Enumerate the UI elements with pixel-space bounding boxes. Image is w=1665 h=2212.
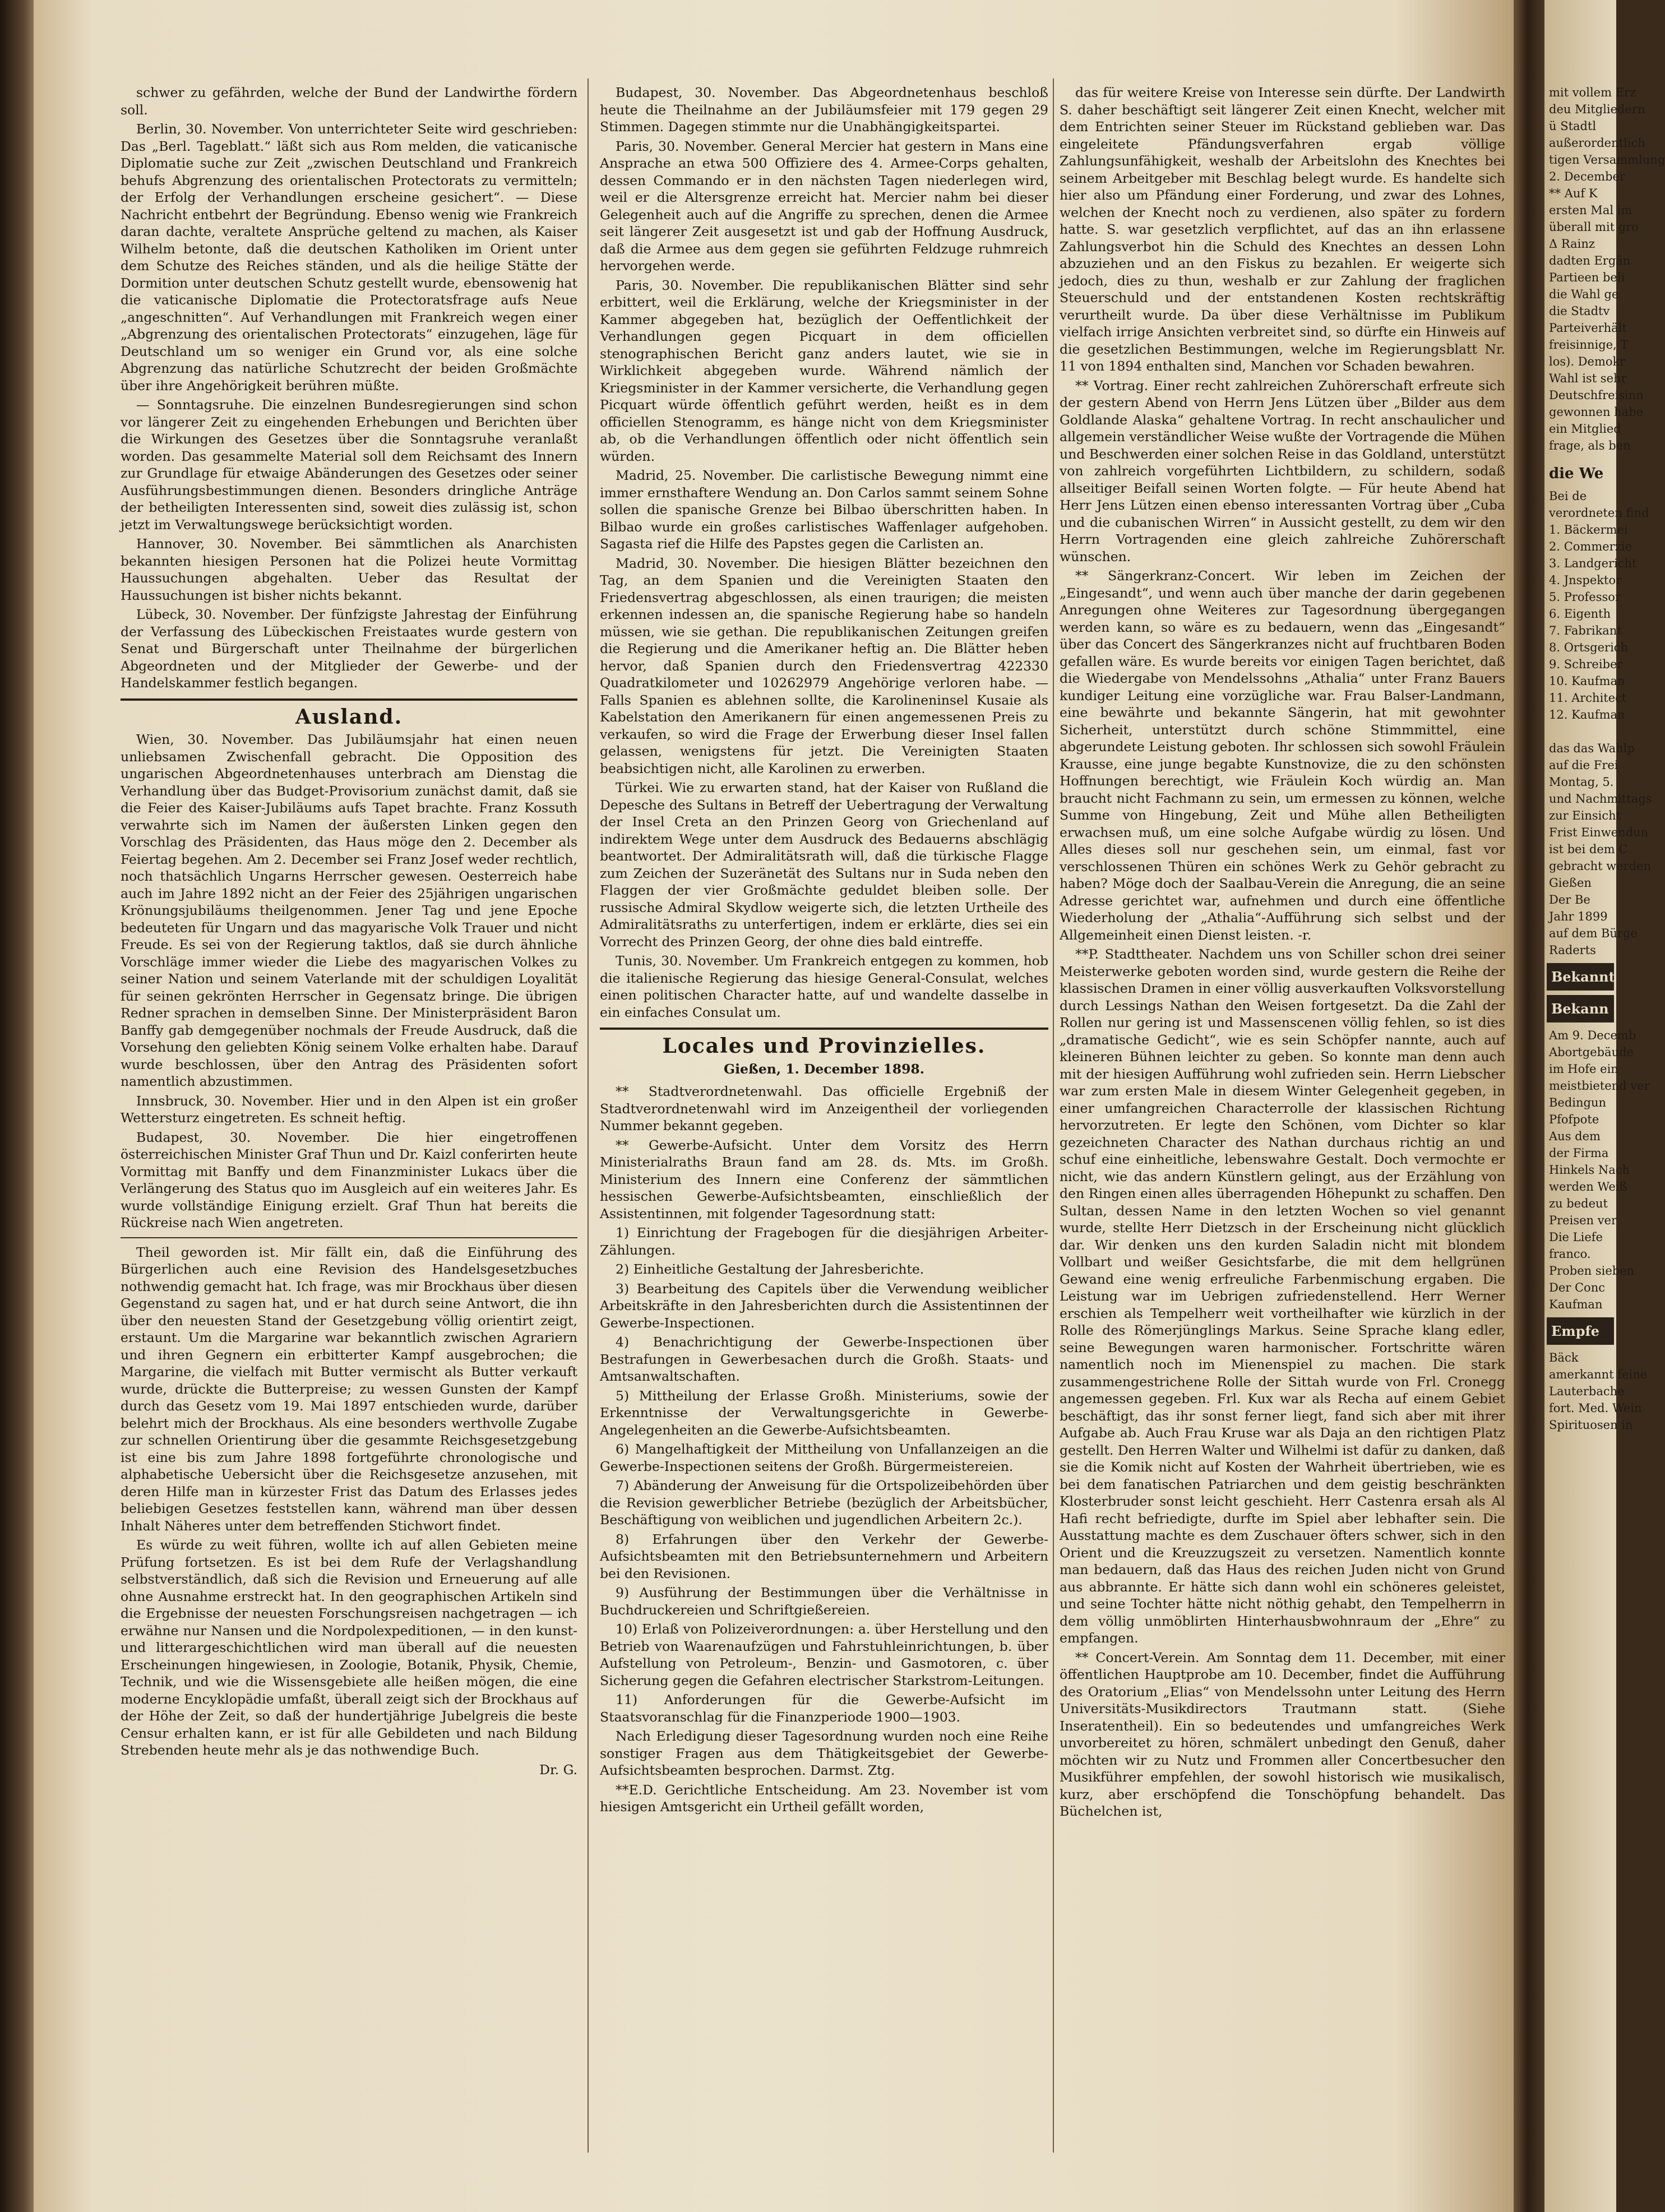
adjacent-text-line: 5. Professor [1549,590,1621,604]
article-luebeck: Lübeck, 30. November. Der fünfzigste Jahrestag der Einführung der Verfassung des Lübeckischen Freistaates wurde gestern von Senat und Bürgerschaft unter Theilnahme der bürgerlichen Abgeordneten und der Mitglieder der Gewerbe- und der Handelskammer festlich begangen. [121,607,577,691]
adjacent-text-line: freisinnige, T [1549,338,1629,351]
agenda-item: 5) Mittheilung der Erlasse Großh. Ministeriums, sowie der Erkenntnisse der Verwaltungsgerichte in Gewerbe-Angelegenheiten an die Gewerbe-Aufsichtsbeamten. [600,1387,1048,1438]
article-gerichtliche-entscheidung: **E.D. Gerichtliche Entscheidung. Am 23. November ist vom hiesigen Amtsgericht ein Urtheil gefällt worden, [600,1781,1048,1815]
adjacent-text-line: Partieen beli [1549,271,1625,284]
adjacent-text-line: 2. Commerzie [1549,540,1632,553]
article-paris: Paris, 30. November. General Mercier hat gestern in Mans eine Ansprache an etwa 500 Offiziere des 4. Armee-Corps gehalten, dessen Commando er in den nächsten Tagen niederlegen wird, weil er die Altersgrenze erreicht hat. Mercier nahm bei dieser Gelegenheit auch auf die Angriffe zu sprechen, denen die Armee seit längerer Zeit ausgesetzt ist und gab der Hoffnung Ausdruck, daß die Armee aus dem gegen sie geführten Feldzuge ruhmreich hervorgehen werde. [600,138,1048,274]
article-madrid: Madrid, 25. November. Die carlistische Bewegung nimmt eine immer ernsthaftere Wendung an. Don Carlos sammt seinem Sohne sollen die spanische Grenze bei Bilbao überschritten haben. In Bilbao wurde ein großes carlistisches Waffenlager aufgehoben. Sagasta rief die Hilfe des Papstes gegen die Carlisten an. [600,468,1048,552]
adjacent-text-line: Lauterbache [1549,1385,1625,1398]
article-tunis: Tunis, 30. November. Um Frankreich entgegen zu kommen, hob die italienische Regierung das hiesige General-Consulat, welches einen politischen Character hatte, auf und wandelte dasselbe in ein einfaches Consulat um. [600,953,1048,1020]
adjacent-text-line: deu Mitgliedern [1549,103,1645,116]
adjacent-text-line: ü Stadtl [1549,119,1597,133]
adjacent-text-line: amerkannt feine [1549,1368,1648,1381]
adjacent-text-line: Bei de [1549,489,1587,503]
adjacent-text-line: 6. Eigenth [1549,607,1611,621]
adjacent-text-line: Frist Einwendun [1549,826,1649,839]
adjacent-text-line: ** Auf K [1549,187,1598,200]
adjacent-text-line: zur Einsicht [1549,809,1621,822]
section-heading-locales: Locales und Provinzielles. [662,1034,986,1058]
adjacent-text-line: Deutschfreisinn [1549,388,1644,402]
adjacent-text-line: überall mit gro [1549,220,1639,234]
agenda-item: 10) Erlaß von Polizeiverordnungen: a. über Herstellung und den Betrieb von Waarenaufzügen und Fahrstuhleinrichtungen, b. über Aufstellung von Petroleum-, Benzin- und Gasmotoren, c. über Sicherung gegen die Gefahren electrischer Starkstrom-Leitungen. [600,1621,1048,1688]
article-sonntagsruhe: — Sonntagsruhe. Die einzelnen Bundesregierungen sind schon vor längerer Zeit zu eingehenden Erhebungen und Berichten über die Wirkungen des Gesetzes über die Sonntagsruhe veranlaßt worden. Das gesammelte Material soll dem Reichsamt des Innern zur Grundlage für etwaige Abänderungen des Gesetzes oder seiner Ausführungsbestimmungen dienen. Besonders dringliche Anträge der betheiligten Interessenten sind, soweit dies zulässig ist, schon jetzt im Verwaltungswege berücksichtigt worden. [121,397,577,533]
column-3 [1060,84,1505,1822]
article-text: das für weitere Kreise von Interesse sein dürfte. Der Landwirth S. daher beschäftigt seit längerer Zeit einen Knecht, welcher mit dem Entrichten seiner Steuer im Rückstand geblieben war. Das eingeleitete Pfändungsverfahren ergab völlige Zahlungsunfähigkeit, weshalb der Arbeitslohn des Knechtes bei seinem Arbeitgeber mit Beschlag belegt wurde. Es handelte sich hier also um Pfändung einer Forderung, und zwar des Lohnes, welchen der Knecht noch zu verdienen, also später zu fordern hatte. S. war gesetzlich verpflichtet, auf das an ihn erlassene Zahlungsverbot hin die Schuld des Knechtes an dessen Lohn abzuziehen und an den Fiskus zu bezahlen. Er weigerte sich jedoch, dies zu thun, weshalb er zur Zahlung der fraglichen Steuerschuld und der entstandenen Kosten rechtskräftig verurtheilt wurde. Da über diese Verhältnisse im Publikum vielfach irrige Ansichten verbreitet sind, so dürfte ein Hinweis auf die gesetzlichen Bestimmungen, welche im Regierungsblatt Nr. 11 von 1894 enthalten sind, Manchen vor Schaden bewahren. [1060,85,1505,374]
adjacent-ad-box: Bekann [1547,995,1614,1022]
article-wien: Wien, 30. November. Das Jubiläumsjahr hat einen neuen unliebsamen Zwischenfall gebracht. Die Opposition des ungarischen Abgeordnetenhauses unterbrach am Dienstag die Verhandlung über das Budget-Provisorium zunächst damit, daß sie die Feier des Kaiser-Jubiläums aufs Tapet brachte. Franz Kossuth verwahrte sich im Namen der äußersten Linken gegen den Vorschlag des Präsidenten, das Haus möge den 2. December als Feiertag begehen. Am 2. December sei Franz Josef weder rechtlich, noch thatsächlich Ungarns Herrscher gewesen. Oesterreich habe auch im Jahre 1892 nicht an der Feier des 25jährigen ungarischen Krönungsjubiläums theilgenommen. Jener Tag und jene Epoche bedeuteten für Ungarn und das magyarische Volk Trauer und nicht Freude. Es sei von der Regierung taktlos, daß sie durch ähnliche Vorschläge immer wieder die Liebe des magyarischen Volkes zu seiner Nation und seinem Vaterlande mit der schuldigen Loyalität für seinen gekrönten Herrscher in Gegensatz bringe. Die übrigen Redner sprachen in demselben Sinne. Der Ministerpräsident Baron Banffy gab demgegenüber nochmals der Freude Ausdruck, daß die Vorsehung den geliebten König seinem Volke erhalten habe. Darauf wurde beschlossen, über den Antrag des Präsidenten sofort namentlich abzustimmen. [121,732,577,1089]
adjacent-ad-box: Bekannt [1547,963,1614,991]
article-text: Nach Erledigung dieser Tagesordnung wurden noch eine Reihe sonstiger Fragen aus dem Thätigkeitsgebiet der Gewerbe-Aufsichtsbeamten besprochen. Darmst. Ztg. [600,1728,1048,1778]
adjacent-text-line: 2. December [1549,170,1625,183]
adjacent-ad-box: Empfe [1547,1317,1614,1345]
adjacent-text-line: Bäck [1549,1351,1579,1364]
adjacent-text-line: dadten Ergän [1549,254,1631,267]
adjacent-text-line: auf dem Bürge [1549,927,1638,940]
adjacent-text-line: gebracht werden [1549,859,1652,873]
book-spine [0,0,34,2212]
adjacent-text-line: meistbietend ver [1549,1079,1650,1093]
section-rule [600,1028,1048,1030]
adjacent-text-line: Am 9. Decemb [1549,1029,1636,1042]
adjacent-text-line: zu bedeut [1549,1197,1608,1210]
section-heading-ausland: Ausland. [295,705,403,729]
agenda-item: 2) Einheitliche Gestaltung der Jahresberichte. [616,1261,924,1277]
article-tuerkei: Türkei. Wie zu erwarten stand, hat der Kaiser von Rußland die Depesche des Sultans in Betreff der Uebertragung der Verwaltung der Insel Creta an den Prinzen Georg von Griechenland auf indirektem Wege unter dem Ausdruck des Bedauerns abschlägig beantwortet. Der Admiralitätsrath will, daß die türkische Flagge zum Zeichen der Suzeränetät des Sultans nur in Suda neben den Flaggen der vier Großmächte geduldet bleiben solle. Der russische Admiral Skydlow weigerte sich, die letzten Urtheile des Admiralitätsraths zu unterfertigen, indem er erklärte, dies sei ein Vorrecht des Prinzen Georg, der ohne dies bald eintreffe. [600,780,1048,950]
adjacent-text-line: Raderts [1549,943,1596,957]
adjacent-text-line: Hinkels Nach [1549,1163,1630,1177]
adjacent-text-line: Gießen [1549,876,1592,890]
adjacent-text-line: 8. Ortsgerich [1549,641,1629,654]
article-budapest: Budapest, 30. November. Das Abgeordnetenhaus beschloß heute die Theilnahme an der Jubiläumsfeier mit 179 gegen 29 Stimmen. Dagegen stimmte nur die Unabhängigkeitspartei. [600,85,1048,135]
adjacent-text-line: Jahr 1899 [1549,910,1608,923]
article-concert-verein: ** Concert-Verein. Am Sonntag dem 11. December, mit einer öffentlichen Hauptprobe am 10. December, findet die Aufführung des Oratorium „Elias“ von Mendelssohn unter Leitung des Herrn Universitäts-Musikdirectors Trautmann statt. (Siehe Inseratentheil). Ein so bedeutendes und umfangreiches Werk unvorbereitet zu hören, schmälert unbedingt den Genuß, daher möchten wir zu Nutz und Frommen aller Concertbesucher den Musikführer empfehlen, der sowohl historisch wie musikalisch, kurz, aber erschöpfend die Tonschöpfung behandelt. Das Büchelchen ist, [1060,1649,1505,1819]
column-2 [600,84,1048,1818]
adjacent-text-line: Der Conc [1549,1281,1605,1294]
adjacent-page [1544,0,1665,2212]
adjacent-text-line: verordneten find [1549,506,1649,520]
adjacent-text-line: frage, als ben [1549,439,1631,452]
feuilleton-rule [121,1237,577,1238]
adjacent-text-line: die Stadtv [1549,304,1610,318]
column-1 [121,84,577,1778]
adjacent-text-line: 4. Jnspektor [1549,573,1622,587]
article-stadtverordnetenwahl: ** Stadtverordnetenwahl. Das officielle Ergebniß der Stadtverordnetenwahl wird im Anzeigentheil der vorliegenden Nummer bekannt gegeben. [600,1084,1048,1133]
agenda-item: 6) Mangelhaftigkeit der Mittheilung von Unfallanzeigen an die Gewerbe-Inspectionen seitens der Großh. Bürgermeistereien. [600,1441,1048,1474]
adjacent-text-line: mit vollem Erz [1549,86,1636,99]
article-gewerbe-aufsicht: ** Gewerbe-Aufsicht. Unter dem Vorsitz des Herrn Ministerialraths Braun fand am 28. ds. Mts. im Großh. Ministerium des Innern eine Conferenz der sämmtlichen hessischen Gewerbe-Aufsichtsbeamten, einschließlich der Assistentinnen, mit folgender Tagesordnung statt: [600,1137,1048,1221]
article-berlin: Berlin, 30. November. Von unterrichteter Seite wird geschrieben: Das „Berl. Tageblatt.“ läßt sich aus Rom melden, die vaticanische Diplomatie suche zur Zeit „zwischen Deutschland und Frankreich behufs Abgrenzung des orientalischen Protectorats zu vermitteln; der Erfolg der Verhandlungen erscheine gesichert“. — Diese Nachricht entbehrt der Begründung. Ebenso wenig wie Frankreich daran dachte, veraltete Ansprüche geltend zu machen, als Kaiser Wilhelm betonte, daß die deutschen Katholiken im Orient unter dem Schutze des Reiches ständen, und als die heilige Stätte der Dormition unter deutschen Schutz gestellt wurde, ebensowenig hat die vaticanische Diplomatie die Protectoratsfrage aufs Neue „angeschnitten“. Auf Verhandlungen mit Frankreich wegen einer „Abgrenzung des orientalischen Protectorats“ einzugehen, läge für Deutschland um so weniger ein Grund vor, als eine solche Abgrenzung das natürliche Schutzrecht der beiden Großmächte über ihre Angehörigkeit berühren müßte. [121,121,577,394]
adjacent-text-line: Bedingun [1549,1096,1607,1109]
article-hannover: Hannover, 30. November. Bei sämmtlichen als Anarchisten bekannten hiesigen Personen hat die Polizei heute Vormittag Haussuchungen abgehalten. Ueber das Resultat der Haussuchungen ist bisher nichts bekannt. [121,536,577,603]
adjacent-text-line: 11. Architect [1549,691,1627,705]
adjacent-text-line: franco. [1549,1247,1591,1261]
adjacent-text-line: 12. Kaufman [1549,708,1625,721]
article-madrid: Madrid, 30. November. Die hiesigen Blätter bezeichnen den Tag, an dem Spanien und die Vereinigten Staaten den Friedensvertrag abgeschlossen, als einen traurigen; die meisten erkennen indessen an, die spanische Regierung habe so handeln müssen, wie sie gethan. Die republikanischen Zeitungen greifen die Regierung und die Amerikaner heftig an. Die Blätter heben hervor, daß Spanien durch den Friedensvertrag 422330 Quadratkilometer und 10262979 Angehörige verloren habe. — Falls Spanien es ablehnen sollte, die Karolineninsel Kusaie als Kabelstation den Amerikanern für einen angemessenen Preis zu verkaufen, so wird die Frage der Erwerbung dieser Insel fallen gelassen, wenigstens für jetzt. Die Vereinigten Staaten beabsichtigen nicht, alle Karolinen zu erwerben. [600,555,1048,776]
column-rule [588,78,589,2153]
adjacent-text-line: im Hofe ein [1549,1062,1618,1076]
article-saengerkranz: ** Sängerkranz-Concert. Wir leben im Zeichen der „Eingesandt“, und wenn auch über manche der darin gegebenen Anregungen ohne Weiteres zur Tagesordnung übergegangen werden kann, so wäre es zu bedauern, wenn das „Eingesandt“ über das Concert des Sängerkranzes nicht auf fruchtbaren Boden gefallen wäre. Es wurde bereits vor einigen Tagen berichtet, daß die Wiedergabe von Mendelssohns „Athalia“ unter Franz Bauers kundiger Leitung eine vorzügliche war. Frau Balser-Landmann, eine bewährte und bekannte Sängerin, hat mit gewohnter Sicherheit, unterstützt durch schöne Stimmmittel, eine abgerundete Leistung geboten. Ihr schlossen sich sowohl Fräulein Krausse, eine junge begabte Kunstnovize, die zu den schönsten Hoffnungen berechtigt, wie Fräulein Koch würdig an. Man braucht nicht Fachmann zu sein, um ermessen zu können, welche Summe von Hingebung, Zeit und Mühe allen Betheiligten erwachsen muß, um eine solche Aufgabe würdig zu lösen. Und Alles dieses soll nur geschehen sein, um einmal, fast vor verschlossenen Thüren ein schönes Werk zu Gehör gebracht zu haben? Möge doch der Saalbau-Verein die Anregung, die an seine Adresse gerichtet war, aufnehmen und durch eine öffentliche Wiederholung der „Athalia“-Aufführung sich selbst und der Allgemeinheit einen Dienst leisten. -r. [1060,568,1505,943]
adjacent-text-line: ein Mitglied [1549,422,1621,436]
agenda-item: 8) Erfahrungen über den Verkehr der Gewerbe-Aufsichtsbeamten mit den Betriebsunternehmern und Arbeitern bei den Revisionen. [600,1531,1048,1581]
adjacent-text-line: 9. Schreiber [1549,658,1623,671]
agenda-item: 3) Bearbeitung des Capitels über die Verwendung weiblicher Arbeitskräfte in den Jahresberichten durch die Assistentinnen der Gewerbe-Inspectionen. [600,1280,1048,1331]
signature: Dr. G. [539,1761,577,1778]
adjacent-text-line: ersten Mal im [1549,203,1632,217]
adjacent-text-line: werden Weiß [1549,1180,1627,1193]
adjacent-text-line: der Firma [1549,1146,1609,1160]
adjacent-text-line: das das Wahlp [1549,742,1635,755]
adjacent-text-line: Spirituosen in [1549,1418,1633,1432]
adjacent-text-line: gewonnen habe [1549,405,1644,419]
column-rule [1053,78,1054,2153]
adjacent-text-line: fort. Med. Wein [1549,1401,1642,1415]
agenda-item: 11) Anforderungen für die Gewerbe-Aufsicht im Staatsvoranschlag für die Finanzperiode 1900—1903. [600,1692,1048,1725]
adjacent-text-line: außerordentlich [1549,136,1645,150]
adjacent-text-line: tigen Versammlung [1549,153,1665,166]
adjacent-text-line: 3. Landgericht [1549,557,1637,570]
article-budapest: Budapest, 30. November. Die hier eingetroffenen österreichischen Minister Graf Thun und Dr. Kaizl conferirten heute Vormittag mit Banffy und dem Finanzminister Lukacs über die Verlängerung des Status quo im Ausgleich auf ein weiteres Jahr. Es wurde vollständige Einigung erzielt. Graf Thun hat bereits die Rückreise nach Wien angetreten. [121,1129,577,1230]
adjacent-text-line: Parteiverhält [1549,321,1627,335]
article-paris: Paris, 30. November. Die republikanischen Blätter sind sehr erbittert, weil die Erklärung, welche der Kriegsminister in der Kammer abgegeben hat, bezüglich der Oeffentlichkeit der Verhandlungen gegen Picquart in dem officiellen stenographischen Bericht ganz anders lautet, wie sie in Wirklichkeit abgegeben wurde. Während nämlich der Kriegsminister in der Kammer versicherte, die Verhandlung gegen Picquart würde öffentlich geführt werden, heißt es in dem officiellen Stenogramm, es hänge nicht von dem Kriegsminister ab, ob die Verhandlungen öffentlich oder nicht öffentlich sein würden. [600,277,1048,464]
adjacent-text-line: los). Demokr [1549,355,1626,368]
adjacent-text-line: Abortgebäude [1549,1045,1634,1059]
adjacent-text-line: 1. Bäckermei [1549,523,1628,536]
adjacent-text-line: Pfofpote [1549,1113,1599,1126]
dateline: Gießen, 1. December 1898. [724,1061,924,1077]
feuilleton-text: Theil geworden ist. Mir fällt ein, daß die Einführung des Bürgerlichen auch eine Revision des Handelsgesetzbuches nothwendig gemacht hat. Ich frage, was mir Brockhaus über diesen Gegenstand zu sagen hat, und er hat durch seine Antwort, die ihn über den neuesten Stand der Gesetzgebung völlig orientirt zeigt, erstaunt. Um die Margarine war bekanntlich zwischen Agrariern und ihren Gegnern ein erbitterter Kampf ausgebrochen; die Margarine, die vielfach mit Butter vermischt als Butter verkauft wurde, drückte die Butterpreise; zu wessen Gunsten der Kampf durch das Gesetz vom 19. Mai 1897 entschieden wurde, darüber belehrt mich der Brockhaus. Als eine besonders werthvolle Zugabe zur schnellen Orientirung über die gesammte Reichsgesetzgebung ist eine bis zum Jahre 1898 fortgeführte chronologische und alphabetische Uebersicht über die Reichsgesetze anzusehen, mit deren Hilfe man in kürzester Frist das Datum des Erlasses jedes beliebigen Gesetzes feststellen kann, während man über dessen Inhalt Näheres unter dem betreffenden Stichwort findet. [121,1244,577,1534]
agenda-item: 9) Ausführung der Bestimmungen über die Verhältnisse in Buchdruckereien und Schriftgießereien. [600,1585,1048,1618]
adjacent-text-line: Montag, 5. [1549,775,1614,789]
section-rule [121,698,577,701]
adjacent-text-line: Proben sieben [1549,1264,1635,1278]
feuilleton-text: Es würde zu weit führen, wollte ich auf allen Gebieten meine Prüfung fortsetzen. Es ist bei dem Rufe der Verlagshandlung selbstverständlich, daß sich die Revision und Erneuerung auf alle ohne Ausnahme erstreckt hat. In den geographischen Artikeln sind die Ergebnisse der neuesten Forschungsreisen nachgetragen — ich erwähne nur Nansen und die Nordpolexpeditionen, — in den kunst- und litterargeschichtlichen wird man überall auf die neuesten Erscheinungen hingewiesen, in Zoologie, Botanik, Physik, Chemie, Technik, und wie die Wissensgebiete alle heißen mögen, die eine moderne Encyklopädie umfaßt, überall zeigt sich der Brockhaus auf der Höhe der Zeit, so daß der hundertjährige Jubelgreis die beste Censur erhalten kann, er ist für alle Gebildeten und nach Bildung Strebenden heute mehr als je das nothwendige Buch. [121,1537,577,1758]
adjacent-text-line: die Wahl ge [1549,288,1619,301]
article-stadttheater: **P. Stadttheater. Nachdem uns von Schiller schon drei seiner Meisterwerke geboten worden sind, wurde gestern die Reihe der klassischen Dramen in einer völlig ausverkauften Volksvorstellung durch Lessings Nathan den Weisen fortgesetzt. Da die Zahl der Rollen nur gering ist und Massenscenen völlig fehlen, so ist dies „dramatische Gedicht“, wie es sein Schöpfer nannte, auch auf kleineren Bühnen leichter zu geben. So konnte man denn auch mit der hiesigen Aufführung wohl zufrieden sein. Herrn Liebscher war zum ersten Male in diesem Winter Gelegenheit gegeben, in einer umfangreichen Characterrolle der klassischen Richtung hervorzutreten. Er legte den Schönen, vom Dichter so klar gezeichneten Character des Nathan durchaus richtig an und schuf eine einheitliche, lebenswahre Gestalt. Doch vermochte er nicht, wie das andern Künstlern gelingt, aus der Erzählung von den Ringen einen alles überragenden Höhepunkt zu schaffen. Den Sultan, dessen Name in den letzten Wochen so viel genannt wurde, stellte Herr Dietzsch in der Erscheinung nicht glücklich dar. Wir denken uns den kurden Saladin nicht mit blondem Vollbart und weißer Gesichtsfarbe, die mit dem hellgrünen Gewand eine wenig erfreuliche Farbenmischung ergaben. Die Leistung war im Uebrigen zufriedenstellend. Herr Werner erschien als Tempelherr weit vortheilhafter wie kürzlich in der Rolle des Römerjünglings Markus. Seine Sprache klang edler, seine Bewegungen waren harmonischer. Fortschritte wären namentlich noch im Mienenspiel zu machen. Die stark zusammengestrichene Rolle der Sittah wurde von Frl. Cronegg angemessen gegeben. Frl. Kux war als Recha auf einem Gebiet beschäftigt, das ihr sonst ferner liegt, fand sich aber mit ihrer Aufgabe ab. Auch Frau Kruse war als Daja an den richtigen Platz gestellt. Den Herren Walter und Wilhelmi ist dafür zu danken, daß sie die Komik nicht auf Kosten der Wahrheit übertrieben, wie es bei dem fanatischen Patriarchen und dem geistig beschränkten Klosterbruder sonst leicht geschieht. Herr Castenra ersah als Al Hafi recht befriedigte, durfte im Spiel aber lebhafter sein. Die Ausstattung machte es dem Zuschauer öfters schwer, sich in den Orient und die Kreuzzugszeit zu versetzen. Namentlich konnte man bedauern, daß das Haus des reichen Juden nicht von Grund aus abbrannte. Er hätte sich dann wohl ein schöneres geleistet, und seine Tochter hätte nicht nöthig gehabt, den Tempelherrn in dem völlig unmöblirten Hinterhausbwohnraum der „Ehre“ zu empfangen. [1060,946,1505,1646]
agenda-item: 7) Abänderung der Anweisung für die Ortspolizeibehörden über die Revision gewerblicher Betriebe (bezüglich der Arbeitsbücher, Beschäftigung von weiblichen und jugendlichen Arbeitern 2c.). [600,1478,1048,1528]
agenda-item: 4) Benachrichtigung der Gewerbe-Inspectionen über Bestrafungen in Gewerbesachen durch die Großh. Staats- und Amtsanwaltschaften. [600,1334,1048,1384]
article-vortrag: ** Vortrag. Einer recht zahlreichen Zuhörerschaft erfreute sich der gestern Abend von Herrn Jens Lützen über „Bilder aus dem Goldlande Alaska“ gehaltene Vortrag. In recht anschaulicher und allgemein verständlicher Weise wußte der Vortragende die Mühen und Beschwerden einer solchen Reise in das Goldland, unterstützt von zahlreich vorgeführten Lichtbildern, zu schildern, sodaß allseitiger Beifall seinen Worten folgte. — Für heute Abend hat Herr Jens Lützen einen ebenso interessanten Vortrag über „Cuba und die cubanischen Wirren“ in Aussicht gestellt, zu dem wir den Herrn Vortragenden eine gleich zahlreiche Zuhörerschaft wünschen. [1060,377,1505,564]
adjacent-text-line: Δ Rainz [1549,237,1595,251]
article-innsbruck: Innsbruck, 30. November. Hier und in den Alpen ist ein großer Wettersturz eingetreten. Es schneit heftig. [121,1093,577,1126]
adjacent-text-line: auf die Frei [1549,758,1618,772]
adjacent-text-line: 7. Fabrikant [1549,624,1622,637]
adjacent-text-line: Preisen ver [1549,1214,1617,1227]
book-gutter [1514,0,1544,2212]
adjacent-text-line: 10. Kaufman [1549,674,1625,688]
adjacent-heading: die We [1549,465,1604,482]
adjacent-text-line: und Nachmittags [1549,792,1652,806]
agenda-item: 1) Einrichtung der Fragebogen für die diesjährigen Arbeiter-Zählungen. [600,1225,1048,1258]
adjacent-text-line: Wahl ist sehr [1549,372,1627,385]
adjacent-text-line: Die Liefe [1549,1230,1603,1244]
adjacent-text-line: ist bei dem C [1549,843,1628,856]
adjacent-text-line: Aus dem [1549,1130,1601,1143]
adjacent-text-line: Der Be [1549,893,1590,906]
article-text: schwer zu gefährden, welche der Bund der Landwirthe fördern soll. [121,85,577,118]
adjacent-text-line: Kaufman [1549,1298,1603,1311]
